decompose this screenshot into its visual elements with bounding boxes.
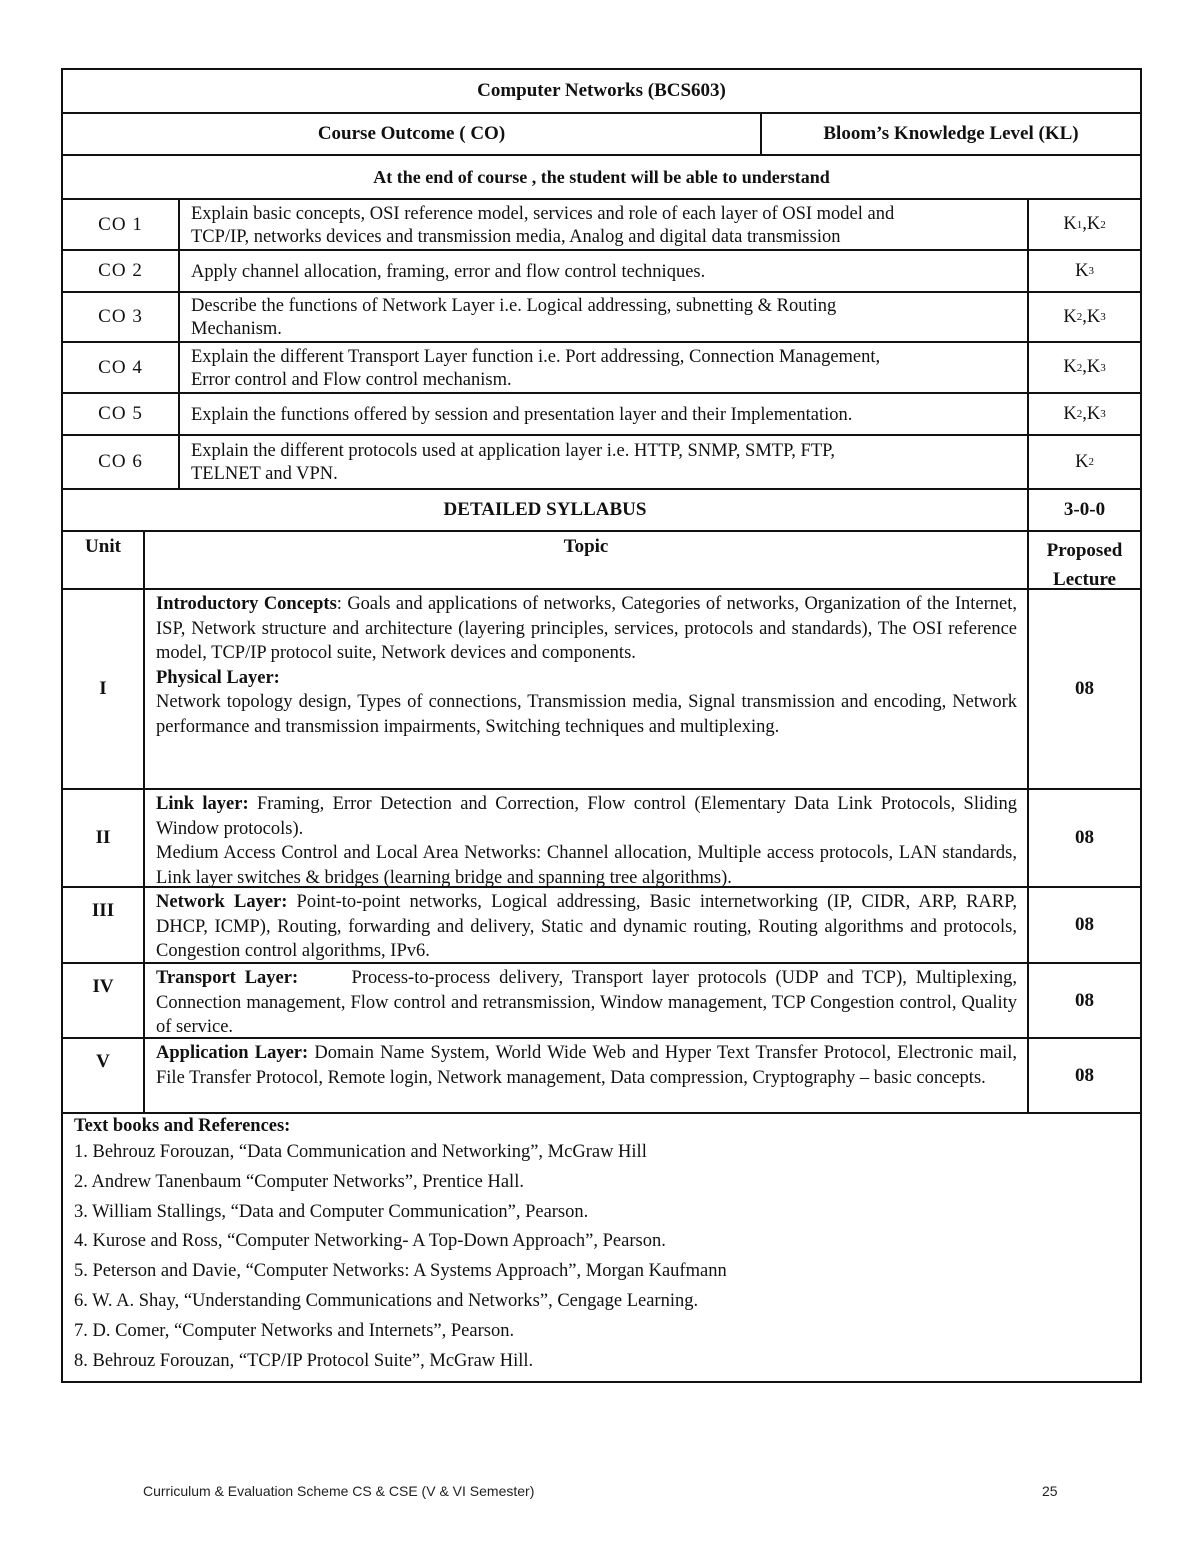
topic-paragraph [156, 792, 1022, 841]
unit-lecture-count [1027, 888, 1140, 962]
co-description-line: Explain the functions offered by session and presentation layer and their Implementation. [191, 404, 853, 425]
co-description-line: Mechanism. [191, 319, 282, 339]
topic-heading: Introductory Concepts [156, 594, 337, 614]
unit-row [63, 790, 1140, 888]
unit-topic [143, 964, 1027, 1037]
kl-level: 3 [1100, 311, 1106, 323]
co-label [63, 293, 178, 341]
co-description-line: Explain the different protocols used at application layer i.e. HTTP, SNMP, SMTP, FTP, [191, 441, 836, 461]
topic-text: Point-to-point networks, Logical addressing, Basic internetworking (IP, CIDR, ARP, RARP, DHCP, ICMP), Routing, forwarding and delivery, Static and dynamic routing, Routing algorithms and protocols, Congestion control algorithms, IPv6. [156, 892, 1022, 961]
unit-number-text: II [95, 827, 111, 848]
co-row [63, 200, 1140, 251]
unit-number-text: IV [92, 976, 114, 997]
topic-paragraph [156, 890, 1022, 964]
outcomes-header-row [63, 114, 1140, 156]
co-knowledge-level: K 2 , K 3 [1027, 343, 1140, 392]
co-label-text: CO 5 [98, 403, 143, 424]
topic-paragraph [156, 841, 1022, 890]
co-row [63, 343, 1140, 394]
footer-text: Curriculum & Evaluation Scheme CS & CSE (V & VI Semester) [143, 1483, 535, 1499]
reference-item: 4. Kurose and Ross, “Computer Networking- A Top-Down Approach”, Pearson. [74, 1231, 666, 1252]
topic-text: : Goals and applications of networks, Categories of networks, Organization of the Internet, ISP, Network structure and architecture (layering principles, services, protocols and standards), The OSI reference model, TCP/IP protocol suite, Network devices and components. [156, 594, 1022, 663]
topic-paragraph [156, 1041, 1022, 1090]
unit-lecture-text: 08 [1075, 914, 1094, 935]
kl-letter: K [1075, 260, 1089, 281]
topic-paragraph [156, 966, 1022, 1040]
co-label-text: CO 1 [98, 213, 143, 235]
kl-letter: K [1063, 306, 1077, 327]
co-label [63, 200, 178, 249]
kl-letter: K [1063, 403, 1077, 424]
topic-paragraph [156, 666, 1017, 691]
co-description [178, 436, 1027, 488]
unit-lecture-count [1027, 790, 1140, 886]
kl-letter: K [1063, 214, 1077, 234]
co-label [63, 343, 178, 392]
co-knowledge-level: K 1 , K 2 [1027, 200, 1140, 249]
kl-letter: K [1075, 451, 1089, 472]
co-description [178, 251, 1027, 291]
topic-paragraph [156, 690, 1022, 739]
col-topic [143, 532, 1027, 588]
references [63, 1114, 1140, 1376]
co-description-line: Apply channel allocation, framing, error and flow control techniques. [191, 261, 706, 282]
kl-level: 2 [1076, 311, 1083, 323]
co-label-text: CO 4 [98, 356, 143, 378]
col-lecture-line2: Lecture [1053, 569, 1116, 590]
unit-row [63, 964, 1140, 1039]
topic-text: Domain Name System, World Wide Web and Hyper Text Transfer Protocol, Electronic mail, File Transfer Protocol, Remote login, Network management, Data compression, Cryptography – basic concepts. [156, 1043, 1022, 1088]
co-knowledge-level: K 2 , K 3 [1027, 293, 1140, 341]
topic-text: Medium Access Control and Local Area Networks: Channel allocation, Multiple access protocols, LAN standards, Link layer switches & bridges (learning bridge and spanning tree algorithms). [156, 843, 1022, 888]
syllabus-heading-text: DETAILED SYLLABUS [443, 499, 647, 520]
unit-lecture-count [1027, 964, 1140, 1037]
unit-lecture-text: 08 [1075, 989, 1094, 1011]
unit-lecture-text: 08 [1075, 827, 1094, 848]
unit-topic [143, 888, 1027, 962]
unit-topic [143, 1039, 1027, 1112]
topic-heading: Link layer: [156, 794, 249, 814]
co-row [63, 293, 1140, 343]
co-row [63, 436, 1140, 490]
credits-text: 3-0-0 [1063, 499, 1106, 520]
references-heading: Text books and References: [74, 1116, 291, 1136]
kl-level: 2 [1100, 218, 1106, 231]
page-number: 25 [1042, 1483, 1058, 1499]
unit-lecture-count [1027, 1039, 1140, 1112]
kl-level: 3 [1088, 265, 1094, 277]
co-description-line: Error control and Flow control mechanism. [191, 369, 512, 390]
co-description [178, 200, 1027, 249]
co-description-line: TCP/IP, networks devices and transmission media, Analog and digital data transmission [191, 226, 841, 247]
co-description-line: TELNET and VPN. [191, 464, 338, 484]
intro-text: At the end of course , the student will be able to understand [373, 166, 830, 187]
kl-letter: K [1086, 214, 1101, 234]
topic-text: Framing, Error Detection and Correction, Flow control (Elementary Data Link Protocols, Sliding Window protocols). [156, 794, 1022, 839]
co-label [63, 394, 178, 434]
kl-level: 1 [1076, 218, 1083, 231]
unit-topic [143, 790, 1027, 886]
unit-number [63, 964, 143, 1037]
co-description [178, 343, 1027, 392]
unit-lecture-count [1027, 590, 1140, 788]
co-label-text: CO 3 [98, 306, 143, 327]
topic-text: Network topology design, Types of connections, Transmission media, Signal transmission and encoding, Network performance and transmission impairments, Switching techniques and multiplexing. [156, 692, 1022, 737]
unit-number [63, 590, 143, 788]
col-topic-text: Topic [563, 536, 609, 557]
syllabus-table [61, 68, 1142, 1383]
co-knowledge-level [1027, 251, 1140, 291]
course-title-row [63, 70, 1140, 114]
kl-letter: K [1086, 306, 1101, 327]
co-description [178, 293, 1027, 341]
unit-number-text: I [99, 678, 107, 699]
course-title: Computer Networks (BCS603) [477, 80, 726, 101]
syllabus-heading-row [63, 490, 1140, 532]
reference-item: 2. Andrew Tanenbaum “Computer Networks”, Prentice Hall. [74, 1171, 524, 1192]
co-row [63, 394, 1140, 436]
co-label [63, 251, 178, 291]
reference-item: 6. W. A. Shay, “Understanding Communications and Networks”, Cengage Learning. [74, 1290, 699, 1311]
co-knowledge-level: K 2 , K 3 [1027, 394, 1140, 434]
topic-heading: Application Layer: [156, 1043, 309, 1063]
reference-item: 8. Behrouz Forouzan, “TCP/IP Protocol Suite”, McGraw Hill. [74, 1350, 534, 1371]
unit-row [63, 1039, 1140, 1114]
unit-number-text: V [96, 1051, 110, 1072]
kl-header [760, 114, 1140, 154]
co-label-text: CO 2 [98, 260, 143, 281]
kl-letter: K [1063, 357, 1077, 377]
topic-heading: Network Layer: [156, 892, 288, 912]
co-row [63, 251, 1140, 293]
reference-item: 7. D. Comer, “Computer Networks and Internets”, Pearson. [74, 1320, 515, 1341]
topic-text: Process-to-process delivery, Transport layer protocols (UDP and TCP), Multiplexing, Connection management, Flow control and retransmission, Window management, TCP Congestion control, Quality of service. [156, 968, 1022, 1037]
col-lecture-line1: Proposed [1046, 540, 1123, 561]
unit-lecture-text: 08 [1075, 678, 1094, 699]
unit-topic [143, 590, 1027, 788]
kl-level: 3 [1100, 408, 1106, 420]
kl-level: 2 [1088, 456, 1094, 468]
co-header-text: Course Outcome ( CO) [317, 123, 506, 144]
reference-item: 3. William Stallings, “Data and Computer Communication”, Pearson. [74, 1201, 589, 1222]
co-description [178, 394, 1027, 434]
kl-level: 3 [1100, 361, 1106, 374]
co-description-line: Explain basic concepts, OSI reference model, services and role of each layer of OSI model and [191, 203, 895, 224]
kl-letter: K [1086, 403, 1101, 424]
co-knowledge-level [1027, 436, 1140, 488]
unit-number [63, 790, 143, 886]
kl-header-text: Bloom’s Knowledge Level (KL) [823, 123, 1079, 144]
kl-letter: K [1086, 357, 1101, 377]
unit-lecture-text: 08 [1075, 1064, 1094, 1086]
co-description-line: Describe the functions of Network Layer i.e. Logical addressing, subnetting & Routing [191, 296, 837, 316]
col-lecture [1027, 532, 1140, 588]
syllabus-heading [63, 490, 1027, 530]
co-description-line: Explain the different Transport Layer function i.e. Port addressing, Connection Management, [191, 346, 881, 367]
co-header [63, 114, 760, 154]
topic-heading: Transport Layer: [156, 968, 299, 988]
unit-row [63, 888, 1140, 964]
unit-number [63, 888, 143, 962]
reference-item: 1. Behrouz Forouzan, “Data Communication and Networking”, McGraw Hill [74, 1142, 647, 1162]
co-label-text: CO 6 [98, 451, 143, 472]
kl-level: 2 [1076, 408, 1083, 420]
reference-item: 5. Peterson and Davie, “Computer Networks: A Systems Approach”, Morgan Kaufmann [74, 1261, 727, 1282]
unit-number [63, 1039, 143, 1112]
co-label [63, 436, 178, 488]
unit-row [63, 590, 1140, 790]
unit-number-text: III [91, 900, 115, 921]
col-unit-text: Unit [85, 536, 121, 557]
col-unit [63, 532, 143, 588]
credits [1027, 490, 1140, 530]
kl-level: 2 [1076, 361, 1083, 374]
topic-paragraph [156, 592, 1022, 666]
intro-row [63, 156, 1140, 200]
topic-heading: Physical Layer: [156, 667, 280, 688]
syllabus-columns-row [63, 532, 1140, 590]
